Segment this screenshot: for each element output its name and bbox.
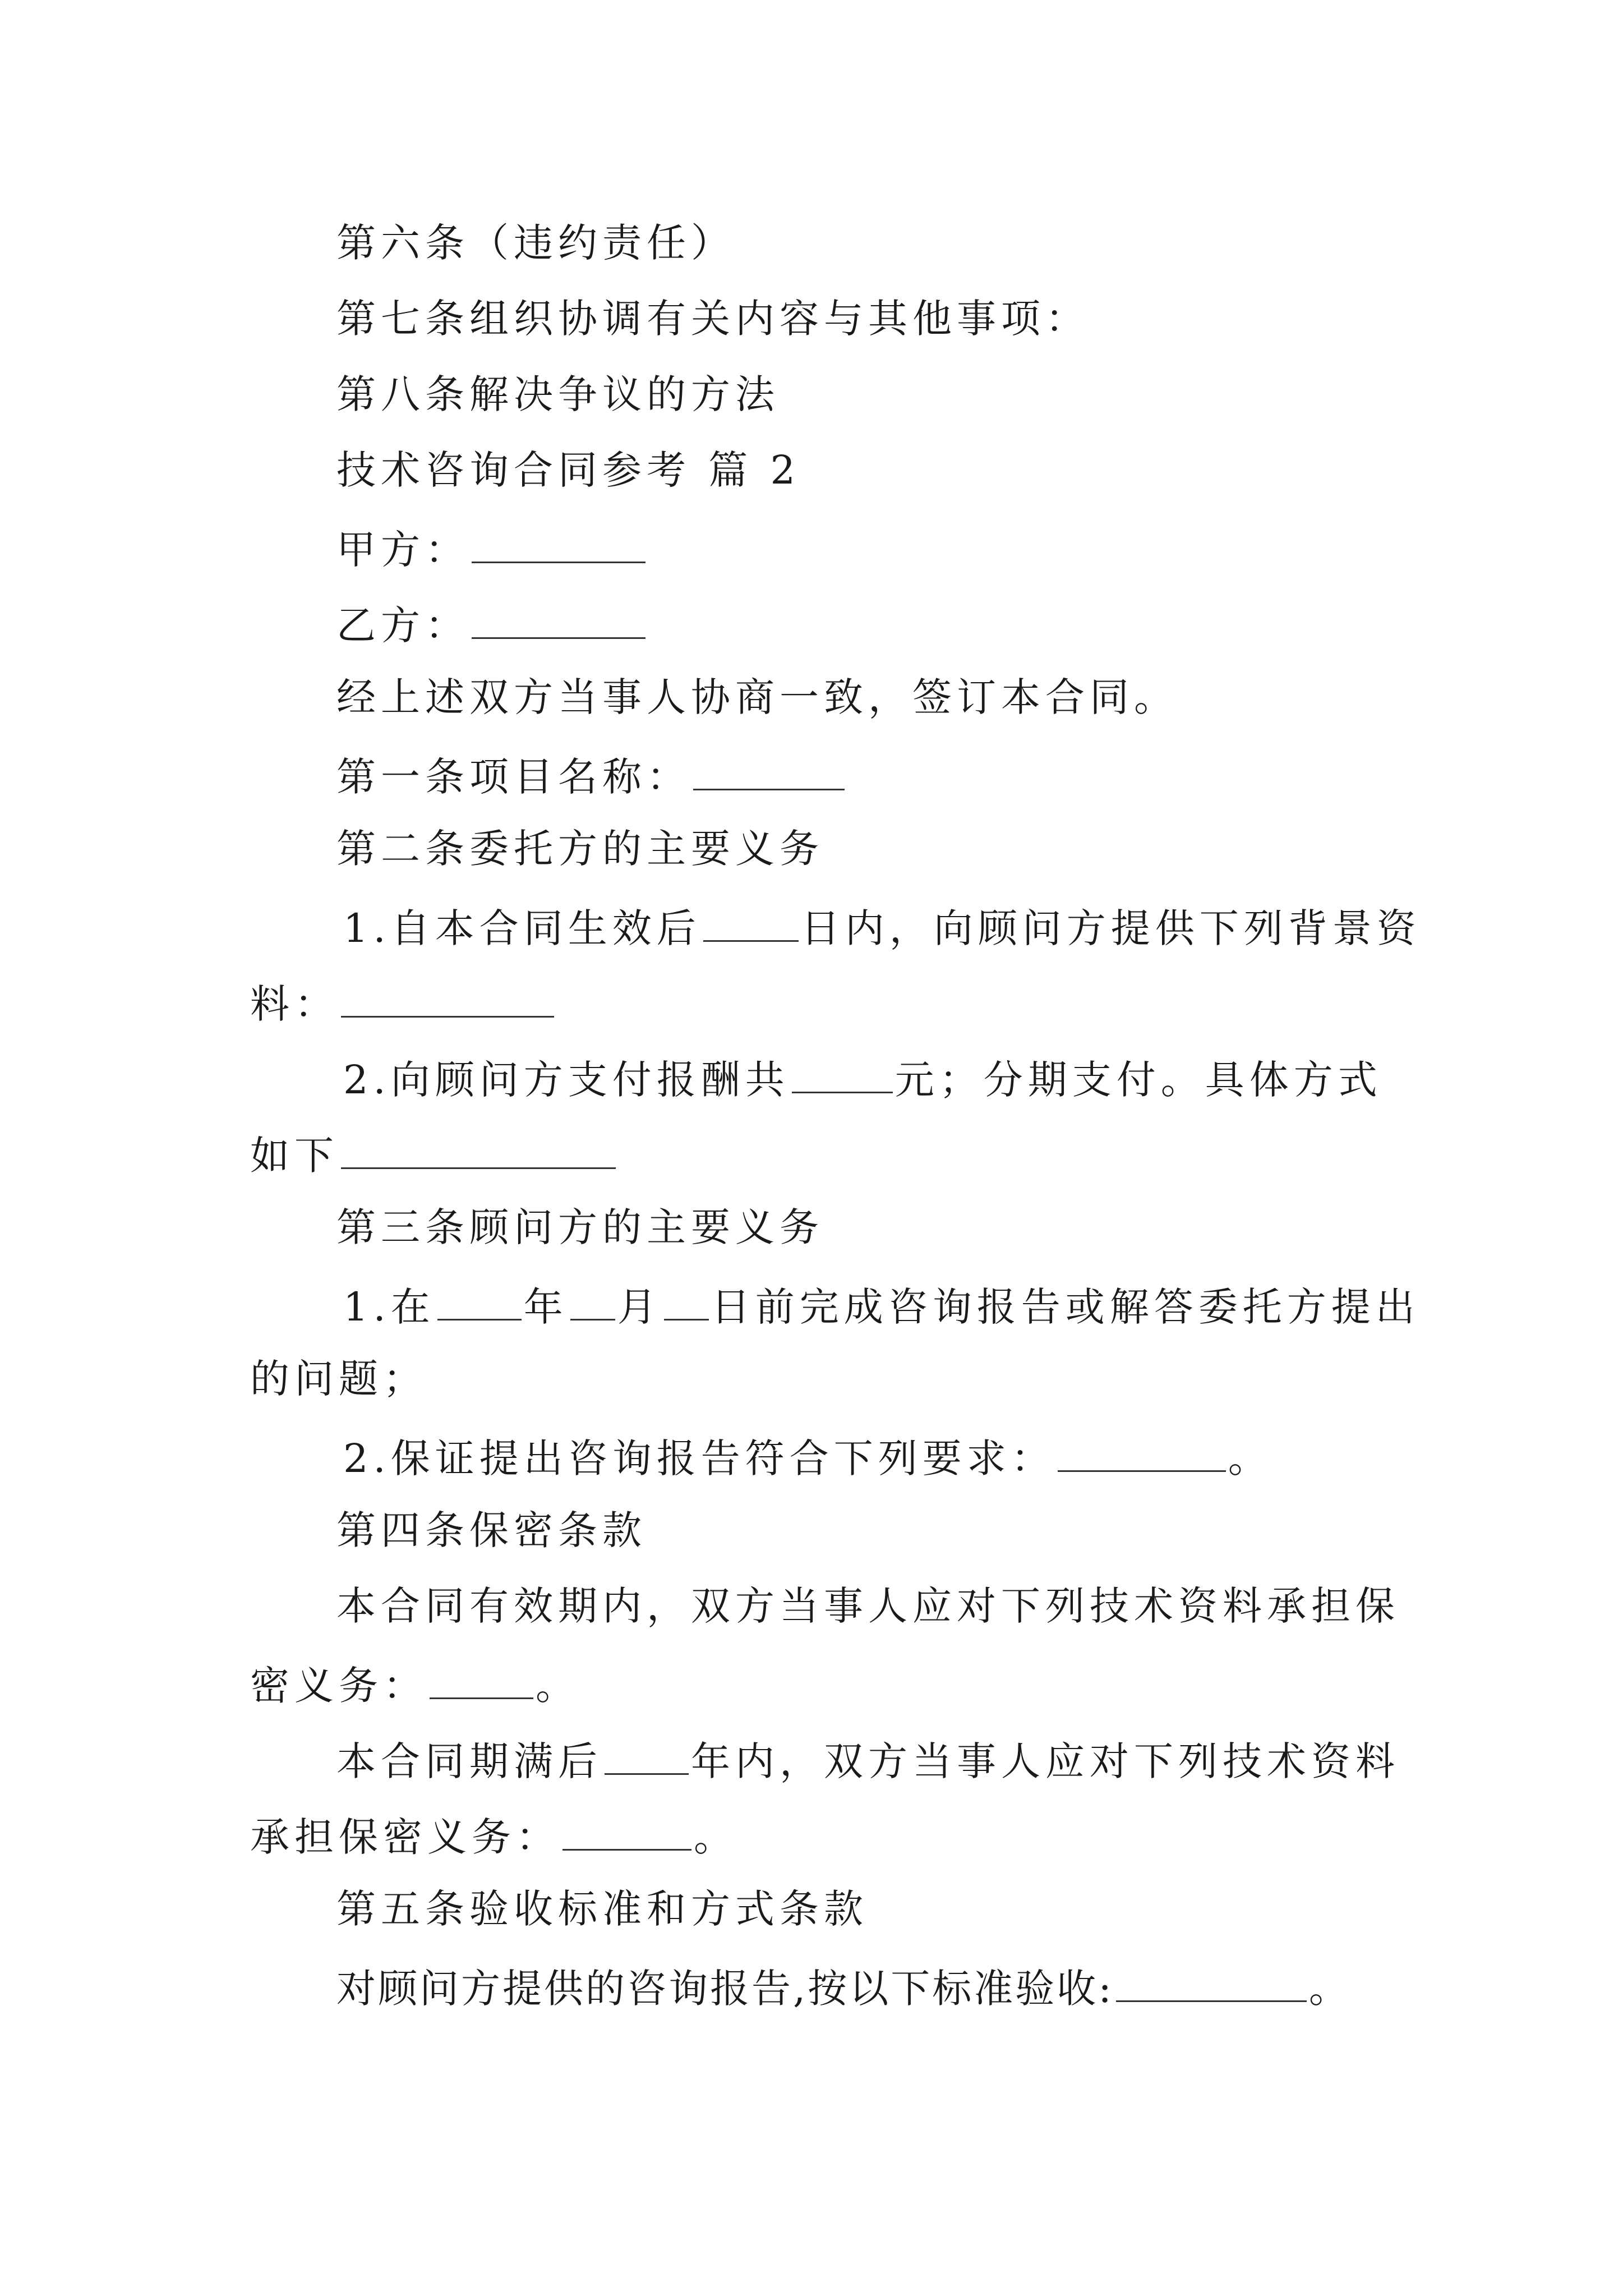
day-blank xyxy=(664,1283,709,1320)
article-1-line: 第一条项目名称： xyxy=(336,753,847,797)
party-a-line: 甲方： xyxy=(336,526,648,569)
article-3-heading: 第三条顾问方的主要义务 xyxy=(336,1204,824,1250)
article-2-heading: 第二条委托方的主要义务 xyxy=(336,826,824,872)
confidentiality-clause-2-cont: 承担保密义务： 。 xyxy=(250,1814,738,1860)
party-b-blank xyxy=(472,602,645,639)
article-2-item-1-cont: 料： xyxy=(250,981,556,1024)
article-7-heading: 第七条组织协调有关内容与其他事项： xyxy=(336,296,1090,342)
article-3-item-1: 1.在 年 月 日前完成咨询报告或解答委托方提出 xyxy=(343,1284,1420,1330)
confidential-materials-blank-2 xyxy=(562,1814,691,1851)
party-b-line: 乙方： xyxy=(336,602,648,645)
article-2-item-2-cont: 如下 xyxy=(250,1132,618,1175)
confidentiality-clause-2: 本合同期满后 年内，双方当事人应对下列技术资料 xyxy=(336,1738,1400,1784)
acceptance-standard-blank xyxy=(1116,1965,1307,2002)
confidential-materials-blank-1 xyxy=(430,1662,533,1699)
days-blank xyxy=(703,905,799,942)
background-materials-blank xyxy=(341,981,554,1018)
article-2-item-2: 2.向顾问方支付报酬共 元；分期支付。具体方式 xyxy=(343,1057,1382,1103)
acceptance-standard: 对顾问方提供的咨询报告,按以下标准验收: 。 xyxy=(336,1966,1350,2012)
article-3-item-2: 2.保证提出咨询报告符合下列要求： 。 xyxy=(343,1435,1272,1481)
section-title: 技术咨询合同参考 篇 2 xyxy=(336,447,801,493)
article-6-heading: 第六条（违约责任） xyxy=(336,220,735,266)
article-4-heading: 第四条保密条款 xyxy=(336,1507,647,1553)
article-5-heading: 第五条验收标准和方式条款 xyxy=(336,1886,868,1932)
article-2-item-1: 1.自本合同生效后 日内，向顾问方提供下列背景资 xyxy=(343,905,1421,951)
article-8-heading: 第八条解决争议的方法 xyxy=(336,371,780,417)
agreement-statement: 经上述双方当事人协商一致，签订本合同。 xyxy=(336,674,1178,720)
project-name-blank xyxy=(693,753,845,790)
years-after-blank xyxy=(605,1738,689,1775)
confidentiality-clause-1: 本合同有效期内，双方当事人应对下列技术资料承担保 xyxy=(336,1583,1400,1629)
report-requirements-blank xyxy=(1058,1435,1226,1472)
article-3-item-1-cont: 的问题； xyxy=(250,1356,427,1402)
payment-amount-blank xyxy=(792,1056,893,1093)
payment-method-blank xyxy=(341,1132,616,1169)
party-a-blank xyxy=(472,526,645,563)
confidentiality-clause-1-cont: 密义务： 。 xyxy=(250,1663,580,1709)
year-blank xyxy=(437,1283,522,1320)
month-blank xyxy=(570,1283,615,1320)
